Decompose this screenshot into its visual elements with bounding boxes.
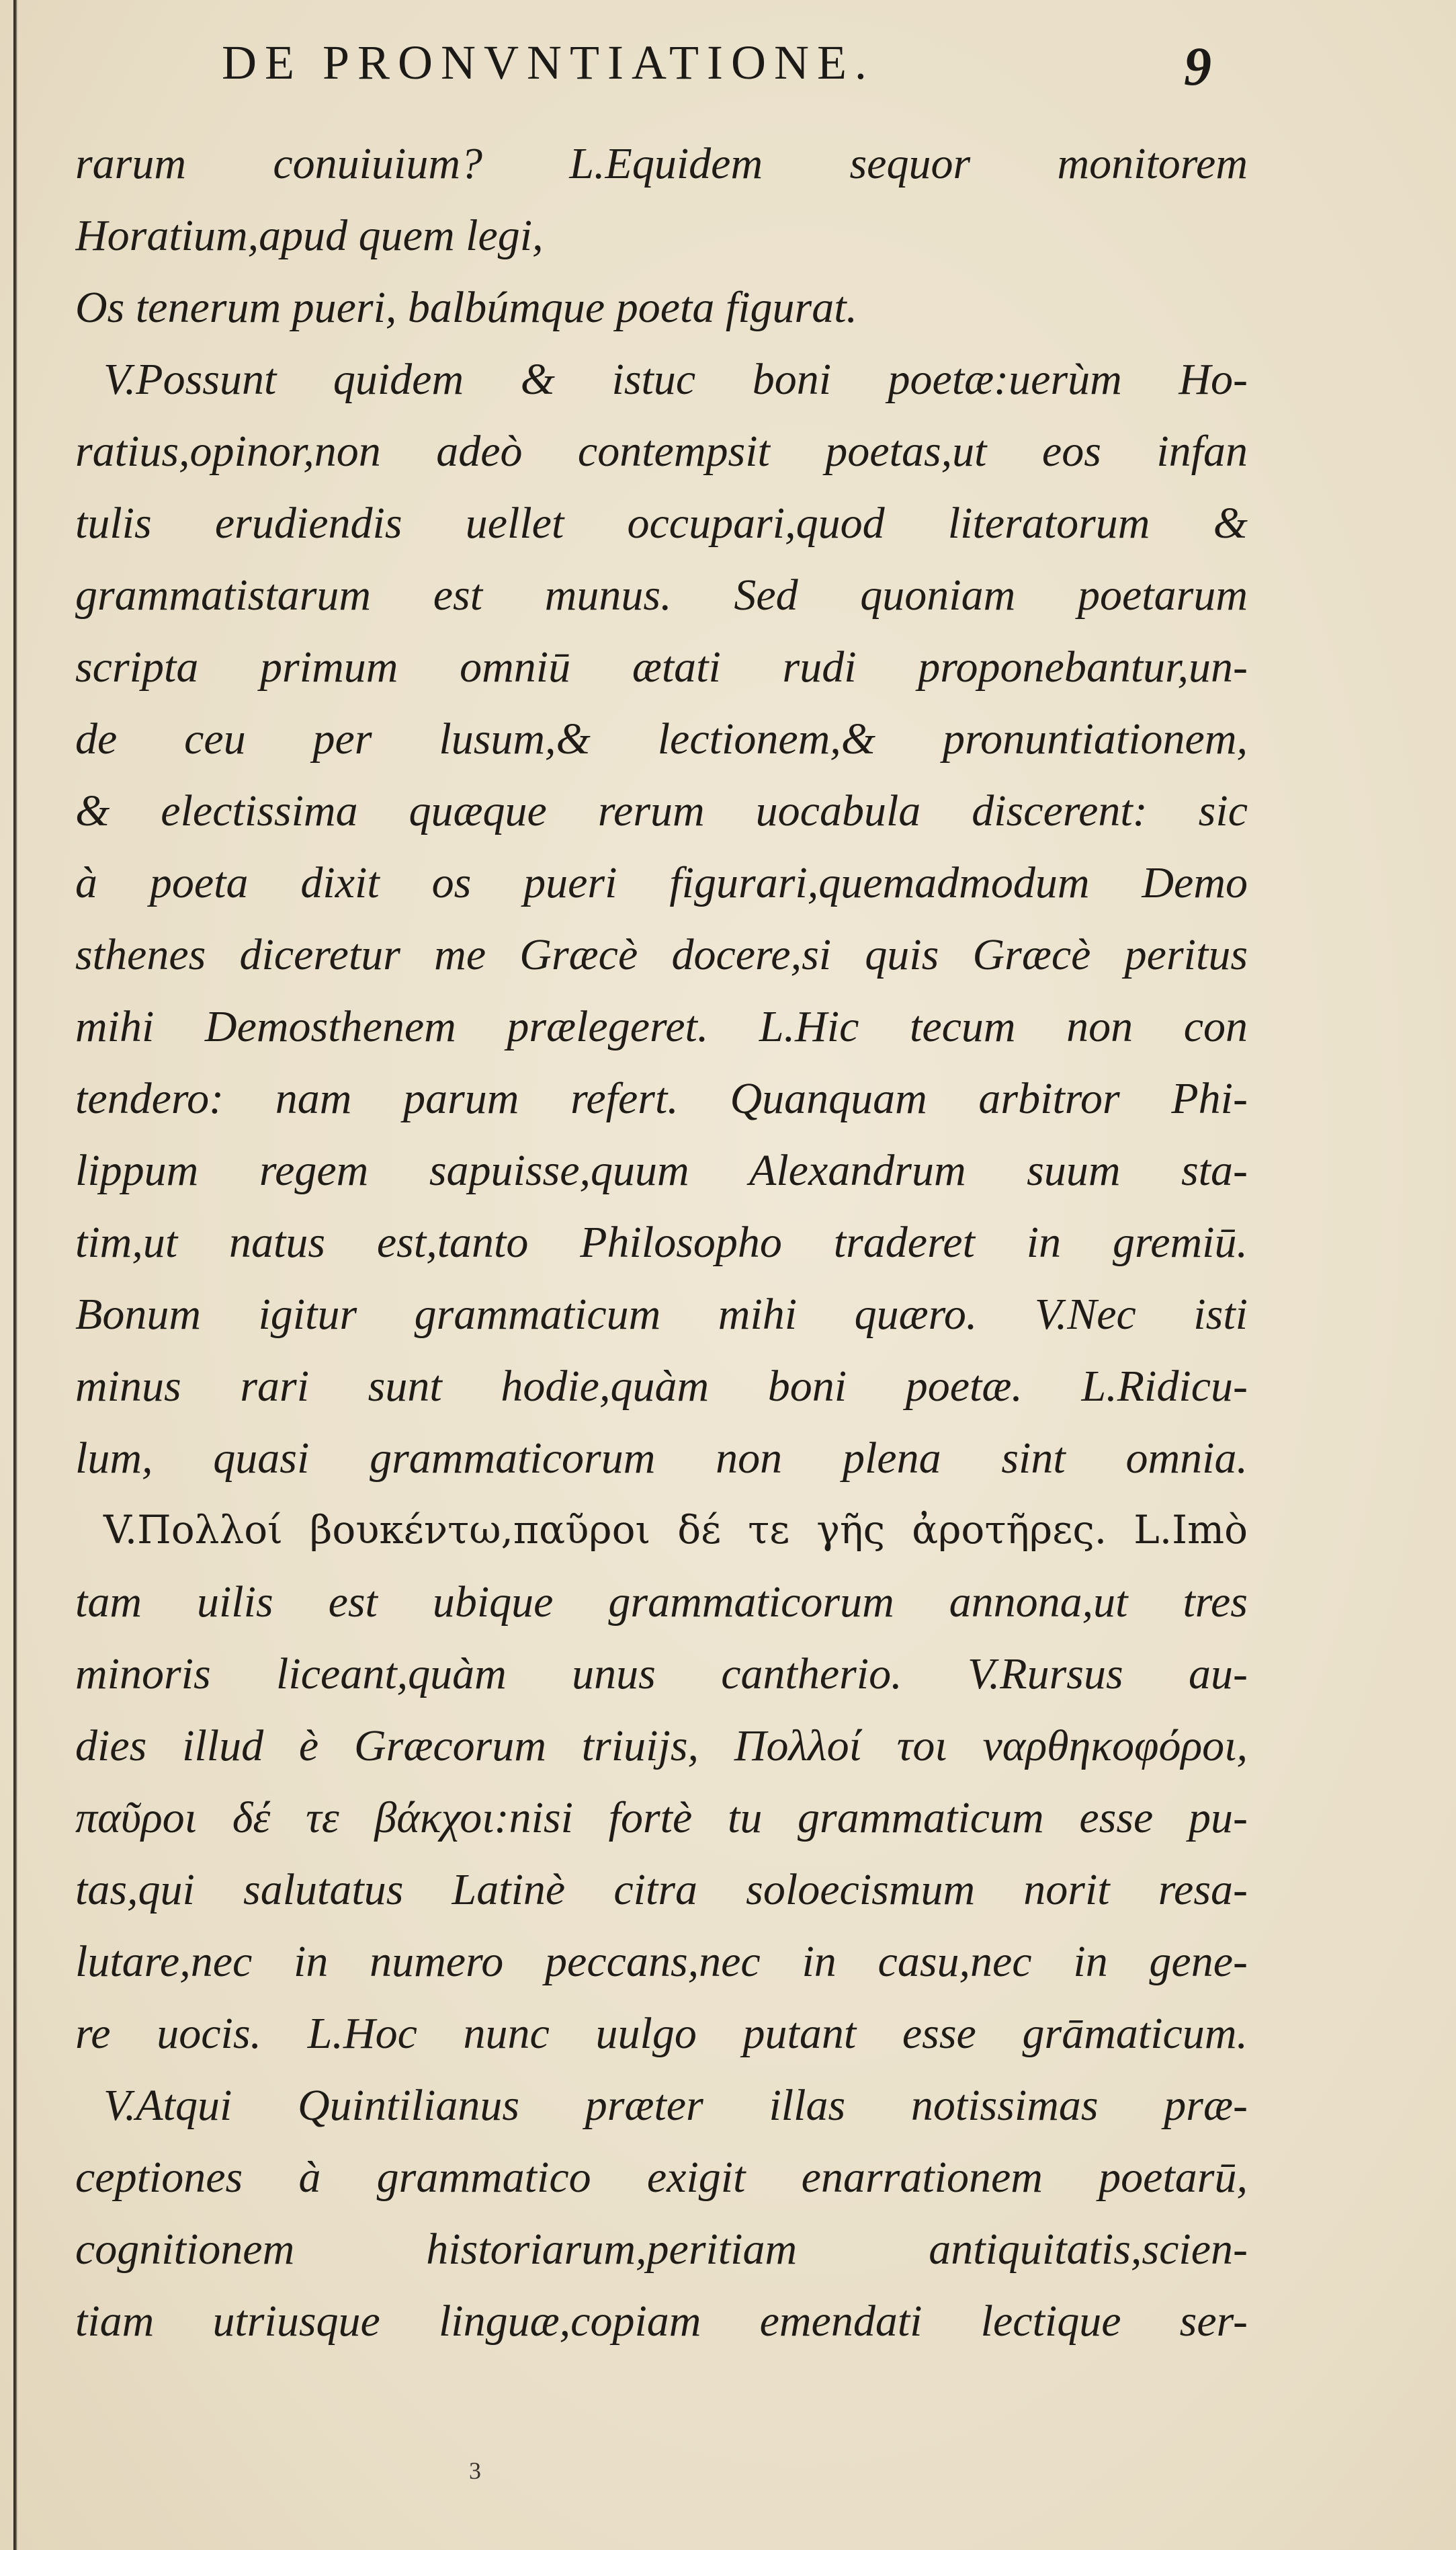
text-line: παῦροι δέ τε βάκχοι:nisi fortè tu grammaticum esse pu- xyxy=(75,1793,1248,1842)
text-line: minoris liceant,quàm unus cantherio. V.Rursus au- xyxy=(75,1649,1248,1698)
main-text-block xyxy=(75,128,1248,2357)
running-title: DE PRONVNTIATIONE. xyxy=(222,36,875,89)
text-line: scripta primum omniū ætati rudi proponebantur,un- xyxy=(75,643,1248,692)
text-line: tendero: nam parum refert. Quanquam arbitror Phi- xyxy=(75,1074,1248,1123)
text-line: & electissima quæque rerum uocabula discerent: sic xyxy=(75,786,1248,835)
text-line: cognitionem historiarum,peritiam antiquitatis,scien- xyxy=(75,2225,1248,2274)
text-line: tim,ut natus est,tanto Philosopho traderet in gremiū. xyxy=(75,1218,1248,1267)
text-line: dies illud è Græcorum triuijs, Πολλοί τοι ναρθηκοφόροι, xyxy=(75,1721,1248,1770)
text-line: Horatium,apud quem legi, xyxy=(75,211,544,260)
text-line: minus rari sunt hodie,quàm boni poetæ. L.Ridicu- xyxy=(75,1362,1248,1411)
text-line: Os tenerum pueri, balbúmque poeta figurat. xyxy=(75,283,858,332)
text-line: tiam utriusque linguæ,copiam emendati lectique ser- xyxy=(75,2297,1248,2346)
text-line: Bonum igitur grammaticum mihi quæro. V.Nec isti xyxy=(75,1290,1248,1339)
text-line: tulis erudiendis uellet occupari,quod literatorum & xyxy=(75,499,1248,548)
signature-mark: 3 xyxy=(469,2457,481,2484)
text-line: sthenes diceretur me Græcè docere,si quis Græcè peritus xyxy=(75,930,1248,979)
text-line: ceptiones à grammatico exigit enarrationem poetarū, xyxy=(75,2153,1248,2202)
text-line: tas,qui salutatus Latinè citra soloecismum norit resa- xyxy=(75,1865,1248,1914)
page-number: 9 xyxy=(1184,36,1211,97)
text-line: de ceu per lusum,& lectionem,& pronuntiationem, xyxy=(75,714,1248,764)
text-line: rarum conuiuium? L.Equidem sequor monitorem xyxy=(75,139,1248,188)
gutter-edge xyxy=(13,0,17,2550)
text-line: grammatistarum est munus. Sed quoniam poetarum xyxy=(75,571,1248,620)
text-line: re uocis. L.Hoc nunc uulgo putant esse grāmaticum. xyxy=(75,2009,1248,2058)
text-line: V.Possunt quidem & istuc boni poetæ:uerùm Ho- xyxy=(103,355,1248,404)
text-line: lutare,nec in numero peccans,nec in casu,nec in gene- xyxy=(75,1937,1248,1986)
text-line: à poeta dixit os pueri figurari,quemadmodum Demo xyxy=(75,858,1248,907)
text-line-greek: V.Πολλοί βουκέντω,παῦροι δέ τε γῆς ἀροτῆρες. L.Imò xyxy=(103,1507,1248,1553)
text-line: ratius,opinor,non adeò contempsit poetas,ut eos infan xyxy=(75,427,1248,476)
text-line: lum, quasi grammaticorum non plena sint omnia. xyxy=(75,1434,1248,1483)
text-line: mihi Demosthenem prælegeret. L.Hic tecum non con xyxy=(75,1002,1248,1051)
text-line: tam uilis est ubique grammaticorum annona,ut tres xyxy=(75,1577,1248,1627)
text-line: V.Atqui Quintilianus præter illas notissimas præ- xyxy=(103,2081,1248,2130)
text-line: lippum regem sapuisse,quum Alexandrum suum sta- xyxy=(75,1146,1248,1195)
